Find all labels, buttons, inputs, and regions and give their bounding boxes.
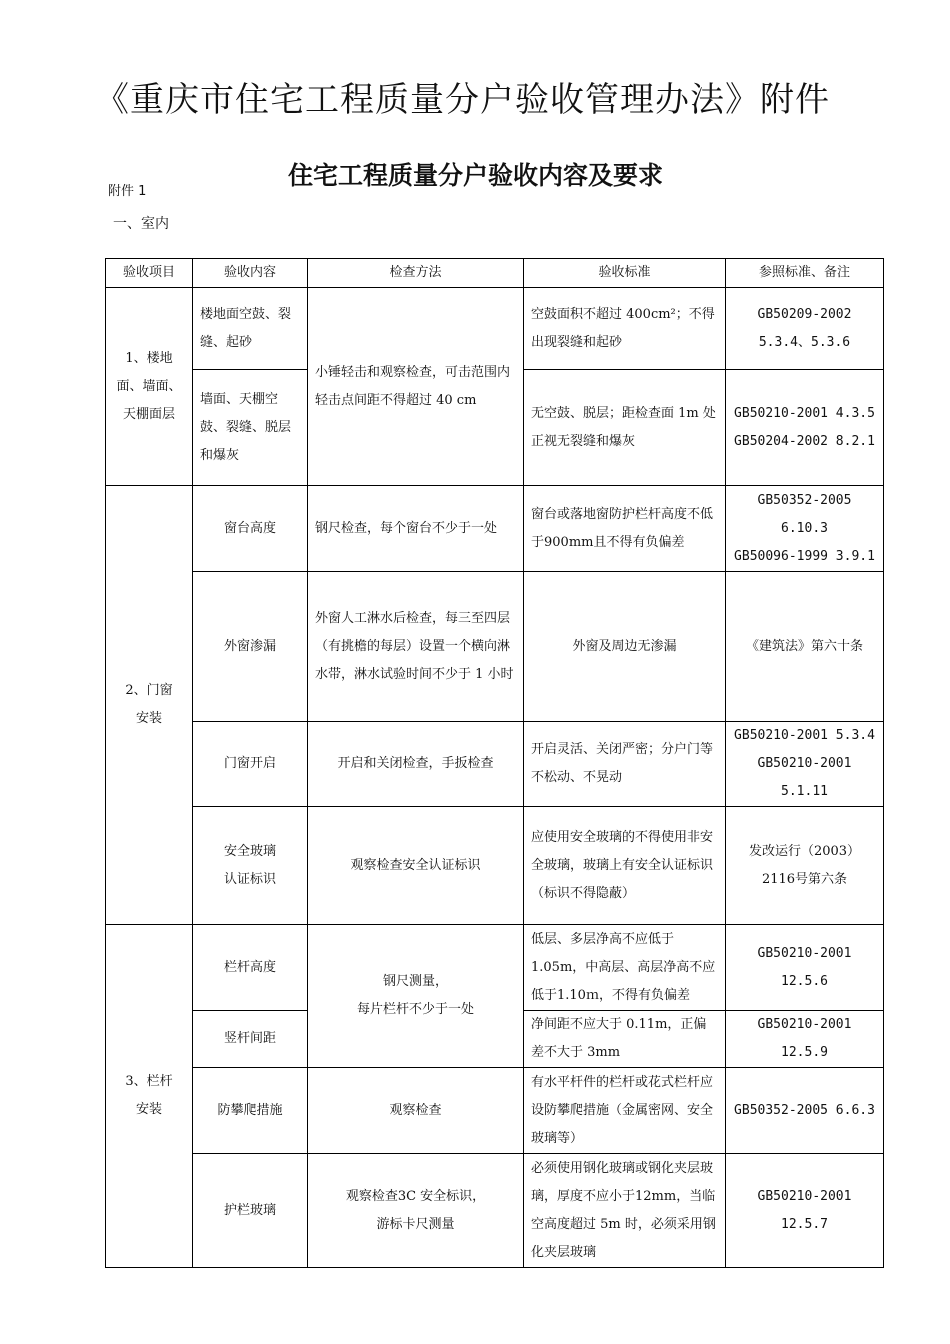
content-cell: 防攀爬措施 [193, 1068, 308, 1154]
method-line: 游标卡尺测量 [376, 1216, 455, 1232]
method-cell [308, 925, 524, 1068]
content-line: 安全玻璃 [223, 843, 276, 859]
content-cell: 护栏玻璃 [193, 1154, 308, 1268]
method-line: 钢尺测量， [382, 974, 448, 989]
method-cell: 外窗人工淋水后检查，每三至四层（有挑檐的每层）设置一个横向淋水带，淋水试验时间不少于 1 小时 [308, 572, 524, 722]
content-cell: 栏杆高度 [193, 925, 308, 1011]
content-line: 认证标识 [223, 871, 276, 887]
annex-label: 附件 1 [108, 184, 147, 199]
page-subtitle: 住宅工程质量分户验收内容及要求 [288, 161, 664, 190]
document-title: 《重庆市住宅工程质量分户验收管理办法》附件 [95, 80, 830, 120]
content-cell: 门窗开启 [193, 722, 308, 807]
table-row [106, 1154, 884, 1268]
reference-cell [726, 722, 884, 807]
section-label: 一、室内 [113, 216, 169, 232]
header-cell: 验收项目 [106, 259, 193, 288]
standard-cell: 窗台或落地窗防护栏杆高度不低于900mm且不得有负偏差 [524, 486, 726, 572]
reference-line: 5.3.4、5.3.6 [758, 334, 851, 350]
reference-line: GB50210-2001 5.1.11 [757, 756, 852, 799]
method-cell [308, 1154, 524, 1268]
reference-line: GB50209-2002 [757, 306, 852, 322]
item-line: 安装 [135, 1102, 162, 1117]
standard-cell: 空鼓面积不超过 400cm²；不得出现裂缝和起砂 [524, 288, 726, 370]
acceptance-table [105, 258, 884, 1268]
method-cell: 小锤轻击和观察检查，可击范围内轻击点间距不得超过 40 cm [308, 288, 524, 486]
table-header-row [106, 259, 884, 288]
reference-cell [726, 486, 884, 572]
item-line: 安装 [135, 711, 162, 726]
header-cell: 检查方法 [308, 259, 524, 288]
reference-line: GB50352-2005 6.10.3 [757, 492, 852, 536]
method-line: 观察检查3C 安全标识， [345, 1188, 486, 1204]
content-cell: 楼地面空鼓、裂缝、起砂 [193, 288, 308, 370]
standard-cell: 应使用安全玻璃的不得使用非安全玻璃，玻璃上有安全认证标识（标识不得隐蔽） [524, 807, 726, 925]
standard-cell: 低层、多层净高不应低于1.05m，中高层、高层净高不应低于1.10ｍ，不得有负偏差 [524, 925, 726, 1011]
reference-cell: GB50210-2001 12.5.6 [726, 925, 884, 1011]
reference-cell: GB50210-2001 12.5.7 [726, 1154, 884, 1268]
content-cell: 墙面、天棚空鼓、裂缝、脱层和爆灰 [193, 370, 308, 486]
content-cell: 竖杆间距 [193, 1011, 308, 1068]
table-row [106, 288, 884, 370]
reference-cell: 发改运行（2003）2116号第六条 [726, 807, 884, 925]
table-row [106, 572, 884, 722]
reference-cell: GB50210-2001 12.5.9 [726, 1011, 884, 1068]
standard-cell: 净间距不应大于 0.11m，正偏差不大于 3mm [524, 1011, 726, 1068]
reference-cell: 《建筑法》第六十条 [726, 572, 884, 722]
method-cell: 观察检查安全认证标识 [308, 807, 524, 925]
header-cell: 验收内容 [193, 259, 308, 288]
table-row [106, 807, 884, 925]
item-line: 2、门窗 [125, 683, 173, 698]
content-cell [193, 807, 308, 925]
table-row [106, 1068, 884, 1154]
item-cell [106, 925, 193, 1268]
table-row [106, 486, 884, 572]
content-cell: 窗台高度 [193, 486, 308, 572]
reference-cell [726, 288, 884, 370]
item-cell [106, 486, 193, 925]
reference-line: GB50210-2001 5.3.4 [734, 728, 875, 743]
standard-cell: 有水平杆件的栏杆或花式栏杆应设防攀爬措施（金属密网、安全玻璃等） [524, 1068, 726, 1154]
method-cell: 钢尺检查，每个窗台不少于一处 [308, 486, 524, 572]
item-line: 3、栏杆 [125, 1074, 173, 1089]
method-line: 每片栏杆不少于一处 [356, 1002, 474, 1017]
reference-line: GB50096-1999 3.9.1 [734, 548, 875, 564]
standard-cell: 必须使用钢化玻璃或钢化夹层玻璃，厚度不应小于12mm，当临空高度超过 5m 时，必须采用钢化夹层玻璃 [524, 1154, 726, 1268]
method-cell: 开启和关闭检查，手扳检查 [308, 722, 524, 807]
reference-line: GB50210-2001 4.3.5 [734, 405, 875, 421]
reference-cell [726, 370, 884, 486]
header-cell: 参照标准、备注 [726, 259, 884, 288]
table-row [106, 722, 884, 807]
content-cell: 外窗渗漏 [193, 572, 308, 722]
header-cell: 验收标准 [524, 259, 726, 288]
item-cell: 1、楼地面、墙面、天棚面层 [106, 288, 193, 486]
standard-cell: 外窗及周边无渗漏 [524, 572, 726, 722]
standard-cell: 无空鼓、脱层；距检查面 1m 处正视无裂缝和爆灰 [524, 370, 726, 486]
table-row [106, 925, 884, 1011]
reference-cell: GB50352-2005 6.6.3 [726, 1068, 884, 1154]
standard-cell: 开启灵活、关闭严密；分户门等不松动、不晃动 [524, 722, 726, 807]
reference-line: GB50204-2002 8.2.1 [734, 433, 875, 449]
method-cell: 观察检查 [308, 1068, 524, 1154]
